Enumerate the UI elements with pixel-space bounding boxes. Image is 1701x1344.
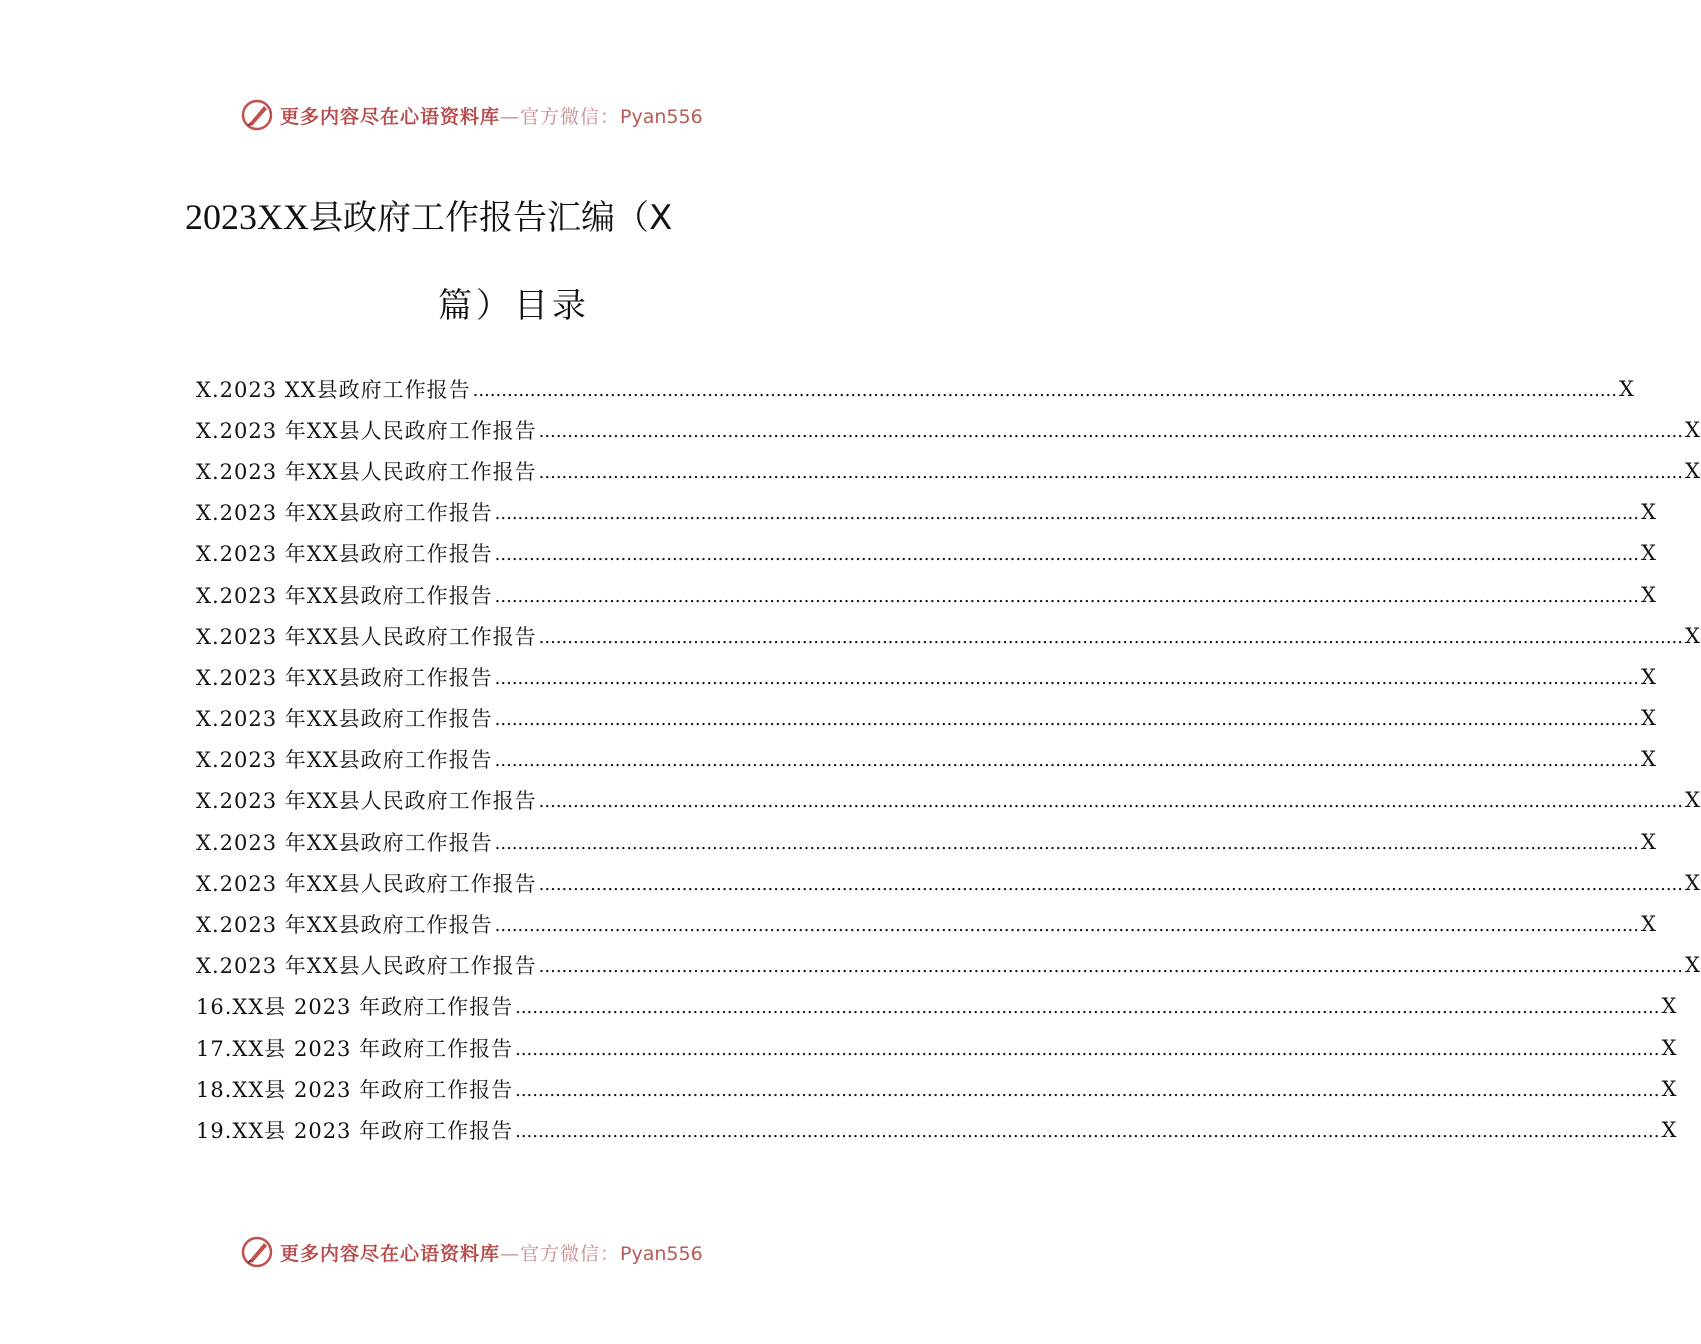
toc-entry-title: X.2023 年XX县政府工作报告 <box>196 501 493 526</box>
toc-entry-page: X <box>1661 1076 1678 1101</box>
toc-entry[interactable] <box>196 821 1657 862</box>
toc-dot-leader: ........................................................................................................................................................................................................ <box>538 956 1683 978</box>
watermark-footer <box>240 1232 740 1272</box>
toc-entry-page: X <box>1685 417 1701 442</box>
toc-entry-title: X.2023 年XX县人民政府工作报告 <box>196 954 537 979</box>
toc-entry-title: 17.XX县 2023 年政府工作报告 <box>196 1036 514 1061</box>
watermark-label: 官方微信： <box>520 1242 621 1265</box>
toc-entry-page: X <box>1685 458 1701 483</box>
toc-entry-title: X.2023 年XX县政府工作报告 <box>196 542 493 567</box>
toc-entry[interactable] <box>196 533 1657 574</box>
toc-dot-leader: ........................................................................................................................................................................................................ <box>538 461 1683 483</box>
toc-entry-title: X.2023 年XX县政府工作报告 <box>196 748 493 773</box>
toc-entry-title: X.2023 年XX县人民政府工作报告 <box>196 624 537 649</box>
toc-entry[interactable] <box>196 698 1657 739</box>
toc-dot-leader: ........................................................................................................................................................................................................ <box>538 873 1683 895</box>
toc-entry-page: X <box>1685 788 1701 813</box>
toc-entry[interactable] <box>196 1027 1678 1068</box>
toc-entry[interactable] <box>196 1109 1678 1150</box>
toc-dot-leader: ........................................................................................................................................................................................................ <box>494 544 1639 566</box>
toc-entry-title: X.2023 年XX县政府工作报告 <box>196 665 493 690</box>
toc-entry-page: X <box>1661 1117 1678 1142</box>
toc-entry-title: X.2023 年XX县人民政府工作报告 <box>196 418 537 443</box>
toc-entry[interactable] <box>196 656 1657 697</box>
toc-entry-title: X.2023 年XX县人民政府工作报告 <box>196 459 537 484</box>
toc-entry[interactable] <box>196 574 1657 615</box>
table-of-contents <box>196 368 1701 1151</box>
toc-dot-leader: ........................................................................................................................................................................................................ <box>494 750 1639 772</box>
toc-entry-page: X <box>1641 664 1657 689</box>
toc-dot-leader: ........................................................................................................................................................................................................ <box>515 1120 1660 1142</box>
toc-dot-leader: ........................................................................................................................................................................................................ <box>515 1038 1660 1060</box>
toc-entry-title: 19.XX县 2023 年政府工作报告 <box>196 1118 514 1143</box>
toc-dot-leader: ........................................................................................................................................................................................................ <box>494 832 1639 854</box>
toc-entry-page: X <box>1641 706 1657 731</box>
toc-entry-title: 16.XX县 2023 年政府工作报告 <box>196 995 514 1020</box>
toc-entry-page: X <box>1685 870 1701 895</box>
toc-entry-page: X <box>1619 376 1635 401</box>
toc-entry[interactable] <box>196 368 1635 409</box>
toc-entry-page: X <box>1661 1035 1678 1060</box>
page-title-line-1 <box>185 190 672 239</box>
toc-entry-title: X.2023 年XX县政府工作报告 <box>196 830 493 855</box>
toc-entry-page: X <box>1641 829 1657 854</box>
watermark-brand: 更多内容尽在心语资料库 <box>280 105 501 128</box>
toc-dot-leader: ........................................................................................................................................................................................................ <box>494 709 1639 731</box>
watermark-separator: — <box>500 1242 521 1265</box>
toc-entry-title: X.2023 年XX县人民政府工作报告 <box>196 871 537 896</box>
toc-entry[interactable] <box>196 450 1701 491</box>
watermark-wechat-id: Pyan556 <box>620 1242 703 1265</box>
toc-entry-page: X <box>1685 953 1701 978</box>
toc-dot-leader: ........................................................................................................................................................................................................ <box>515 1079 1660 1101</box>
page-title-line-2: 篇）目录 <box>438 286 590 326</box>
toc-dot-leader: ........................................................................................................................................................................................................ <box>538 626 1683 648</box>
toc-entry-title: X.2023 年XX县人民政府工作报告 <box>196 789 537 814</box>
quill-pen-logo-icon <box>240 98 274 132</box>
toc-entry-title: X.2023 年XX县政府工作报告 <box>196 913 493 938</box>
toc-entry-page: X <box>1641 912 1657 937</box>
title-main: 县政府工作报告汇编（X <box>309 198 673 238</box>
toc-dot-leader: ........................................................................................................................................................................................................ <box>515 997 1660 1019</box>
toc-entry[interactable] <box>196 492 1657 533</box>
toc-entry[interactable] <box>196 615 1701 656</box>
toc-entry[interactable] <box>196 780 1701 821</box>
toc-dot-leader: ........................................................................................................................................................................................................ <box>538 420 1683 442</box>
toc-entry-title: 18.XX县 2023 年政府工作报告 <box>196 1077 514 1102</box>
toc-entry[interactable] <box>196 409 1701 450</box>
toc-entry[interactable] <box>196 862 1701 903</box>
watermark-brand: 更多内容尽在心语资料库 <box>280 1242 501 1265</box>
quill-pen-logo-icon <box>240 1235 274 1269</box>
toc-entry[interactable] <box>196 945 1701 986</box>
toc-entry-title: X.2023 年XX县政府工作报告 <box>196 707 493 732</box>
toc-dot-leader: ........................................................................................................................................................................................................ <box>494 503 1639 525</box>
toc-entry[interactable] <box>196 986 1678 1027</box>
toc-dot-leader: ........................................................................................................................................................................................................ <box>472 379 1617 401</box>
toc-entry[interactable] <box>196 903 1657 944</box>
toc-dot-leader: ........................................................................................................................................................................................................ <box>494 585 1639 607</box>
watermark-wechat-id: Pyan556 <box>620 105 703 128</box>
watermark-separator: — <box>500 105 521 128</box>
toc-entry-page: X <box>1641 541 1657 566</box>
toc-entry-page: X <box>1641 500 1657 525</box>
toc-dot-leader: ........................................................................................................................................................................................................ <box>494 915 1639 937</box>
toc-entry[interactable] <box>196 739 1657 780</box>
title-prefix: 2023XX <box>185 197 309 237</box>
toc-entry-title: X.2023 XX县政府工作报告 <box>196 377 471 402</box>
toc-entry-page: X <box>1641 747 1657 772</box>
watermark-text <box>280 1239 703 1266</box>
toc-dot-leader: ........................................................................................................................................................................................................ <box>538 791 1683 813</box>
toc-entry[interactable] <box>196 1068 1678 1109</box>
toc-entry-page: X <box>1661 994 1678 1019</box>
toc-dot-leader: ........................................................................................................................................................................................................ <box>494 667 1639 689</box>
toc-entry-page: X <box>1641 582 1657 607</box>
watermark-header <box>240 95 740 135</box>
toc-entry-page: X <box>1685 623 1701 648</box>
watermark-label: 官方微信： <box>520 105 621 128</box>
watermark-text <box>280 102 703 129</box>
toc-entry-title: X.2023 年XX县政府工作报告 <box>196 583 493 608</box>
